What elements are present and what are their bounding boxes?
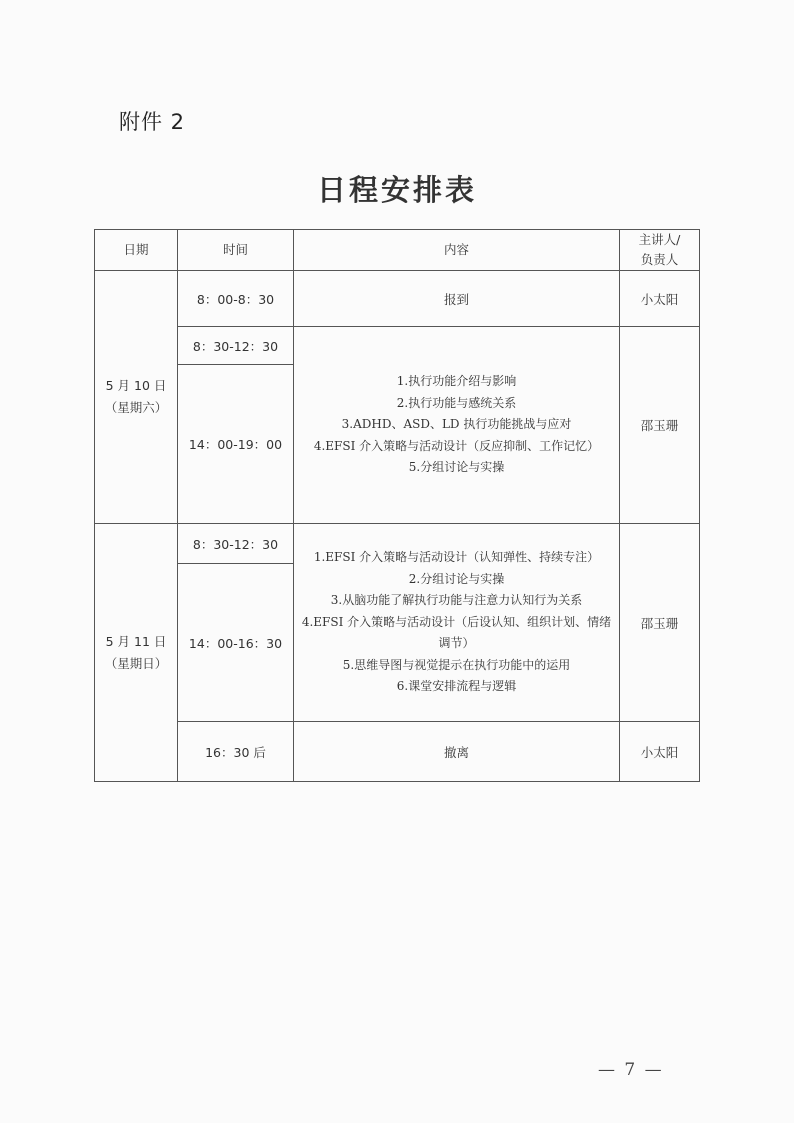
header-speaker (620, 230, 700, 271)
header-speaker-line2: 负责人 (640, 252, 679, 267)
list-item: 2.执行功能与感统关系 (396, 395, 517, 410)
day2-session-content (294, 524, 620, 722)
table-row (95, 722, 700, 782)
header-speaker-line1: 主讲人/ (638, 232, 681, 247)
table-header-row (95, 230, 700, 271)
table-row (95, 524, 700, 564)
header-date: 日期 (95, 230, 178, 271)
table-row (95, 271, 700, 327)
day1-time-morning: 8：30-12：30 (178, 327, 294, 365)
day2-time-morning: 8：30-12：30 (178, 524, 294, 564)
list-item: 4.EFSI 介入策略与活动设计（反应抑制、工作记忆） (313, 438, 600, 453)
day2-date: 5 月 11 日 (105, 633, 167, 649)
day1-date: 5 月 10 日 (105, 378, 167, 393)
day1-session-speaker: 邵玉珊 (620, 327, 700, 524)
day2-weekday: （星期日） (104, 655, 168, 671)
header-content: 内容 (294, 230, 620, 271)
document-title: 日程安排表 (316, 173, 477, 207)
day1-time-afternoon: 14：00-19：00 (178, 365, 294, 524)
list-item: 5.分组讨论与实操 (408, 460, 505, 475)
list-item: 3.从脑功能了解执行功能与注意力认知行为关系 (330, 593, 583, 608)
list-item: 3.ADHD、ASD、LD 执行功能挑战与应对 (341, 417, 572, 432)
day1-speaker-checkin: 小太阳 (620, 271, 700, 327)
day2-session-speaker: 邵玉珊 (620, 524, 700, 722)
list-item: 4.EFSI 介入策略与活动设计（后设认知、组织计划、情绪调节） (301, 614, 612, 651)
day2-speaker-departure: 小太阳 (620, 722, 700, 782)
day1-weekday: （星期六） (104, 400, 168, 415)
header-time: 时间 (178, 230, 294, 271)
day1-date-cell (95, 271, 178, 524)
list-item: 6.课堂安排流程与逻辑 (396, 679, 517, 694)
day1-content-checkin: 报到 (294, 271, 620, 327)
list-item: 1.执行功能介绍与影响 (396, 374, 517, 389)
day2-content-departure: 撤离 (294, 722, 620, 782)
day2-date-cell (95, 524, 178, 782)
list-item: 5.思维导图与视觉提示在执行功能中的运用 (342, 657, 571, 672)
day2-time-departure: 16：30 后 (178, 722, 294, 782)
day2-time-afternoon: 14：00-16：30 (178, 564, 294, 722)
list-item: 2.分组讨论与实操 (408, 571, 505, 586)
table-row (95, 327, 700, 365)
list-item: 1.EFSI 介入策略与活动设计（认知弹性、持续专注） (313, 550, 600, 565)
schedule-table (94, 229, 700, 782)
day1-session-content (294, 327, 620, 524)
day1-time-checkin: 8：00-8：30 (178, 271, 294, 327)
page-number: — 7 — (598, 1060, 664, 1080)
attachment-label: 附件 2 (119, 110, 186, 134)
